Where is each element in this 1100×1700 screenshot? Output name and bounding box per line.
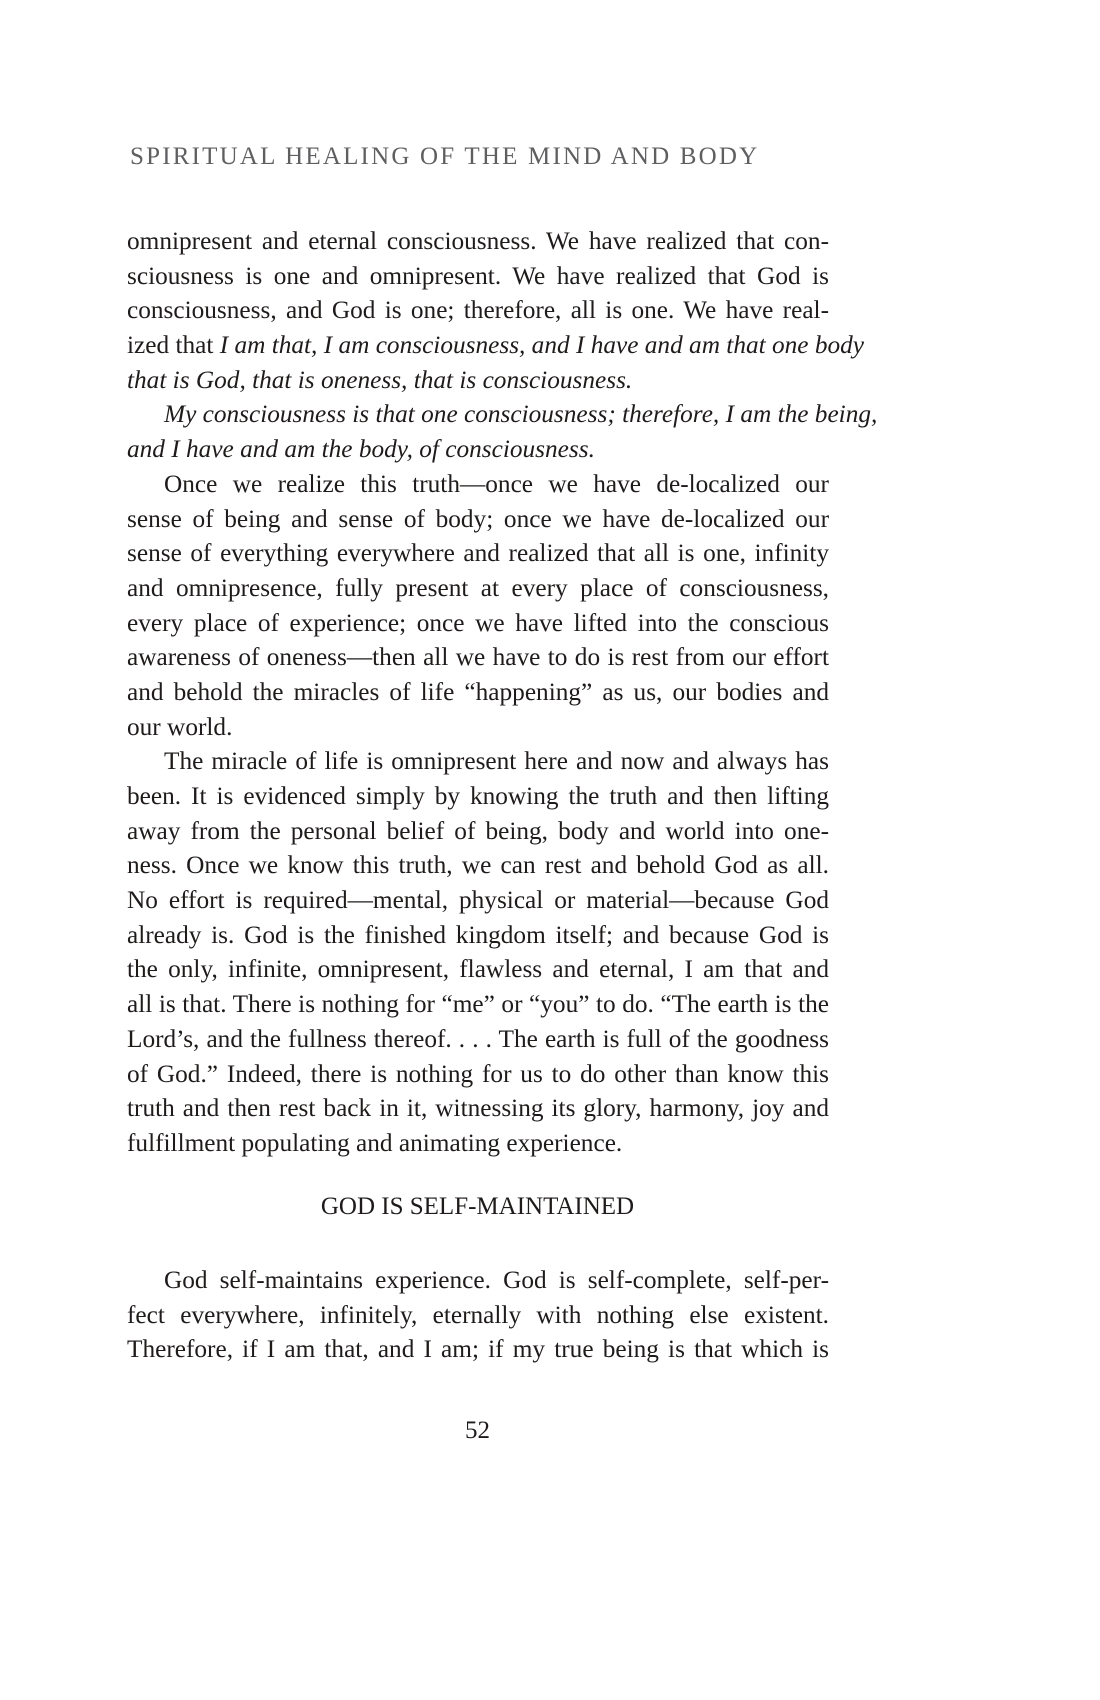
text-line (127, 328, 864, 363)
text-line: truth and then rest back in it, witnessing its glory, harmony, joy and (127, 1094, 829, 1123)
text-segment: ized that (127, 331, 220, 360)
text-line: of God.” Indeed, there is nothing for us to do other than know this (127, 1059, 829, 1088)
text-line: and behold the miracles of life “happening” as us, our bodies and (127, 677, 829, 706)
text-line: every place of experience; once we have lifted into the conscious (127, 608, 829, 637)
text-line (127, 397, 878, 432)
italic-text-segment: that is God, that is oneness, that is consciousness. (127, 365, 633, 394)
text-line: sense of being and sense of body; once we have de-localized our (127, 504, 829, 533)
text-line: God self-maintains experience. God is self-complete, self-per- (164, 1266, 829, 1294)
page-number: 52 (465, 1417, 490, 1444)
text-line: already is. God is the finished kingdom itself; and because God is (127, 920, 829, 949)
section-heading: GOD IS SELF-MAINTAINED (320, 1193, 635, 1220)
text-line: No effort is required—mental, physical or material—because God (127, 886, 829, 915)
text-line: sense of everything everywhere and realized that all is one, infinity (127, 539, 829, 568)
text-line: fect everywhere, infinitely, eternally with nothing else existent. (127, 1300, 829, 1329)
text-line: and omnipresence, fully present at every place of consciousness, (127, 573, 829, 602)
text-line: omnipresent and eternal consciousness. We have realized that con- (127, 227, 829, 255)
text-line: awareness of oneness—then all we have to do is rest from our effort (127, 643, 829, 672)
text-line: our world. (127, 712, 233, 741)
text-line: all is that. There is nothing for “me” or “you” to do. “The earth is the (127, 990, 829, 1019)
text-line: Once we realize this truth—once we have de-localized our (164, 469, 829, 498)
text-line: ness. Once we know this truth, we can rest and behold God as all. (127, 851, 829, 880)
text-line: sciousness is one and omnipresent. We have realized that God is (127, 261, 829, 290)
text-line: Therefore, if I am that, and I am; if my true being is that which is (127, 1335, 829, 1364)
body-text-block (127, 224, 878, 1161)
text-line: away from the personal belief of being, body and world into one- (127, 816, 829, 845)
italic-text-segment: and I have and am the body, of consciousness. (127, 435, 595, 464)
italic-text-segment: My consciousness is that one consciousness; therefore, I am the being, (164, 400, 878, 429)
running-head: SPIRITUAL HEALING OF THE MIND AND BODY (130, 143, 760, 170)
text-line: Lord’s, and the fullness thereof. . . . The earth is full of the goodness (127, 1024, 829, 1053)
text-line: been. It is evidenced simply by knowing the truth and then lifting (127, 782, 829, 810)
text-line: fulfillment populating and animating experience. (127, 1128, 623, 1157)
text-line: The miracle of life is omnipresent here and now and always has (164, 747, 829, 776)
italic-text-segment: I am that, I am consciousness, and I have and am that one body (219, 331, 864, 360)
text-line: the only, infinite, omnipresent, flawless and eternal, I am that and (127, 955, 829, 984)
text-line (127, 363, 829, 398)
text-line: consciousness, and God is one; therefore, all is one. We have real- (127, 296, 829, 325)
section-body-text-block (127, 1263, 829, 1367)
text-line (127, 432, 829, 467)
